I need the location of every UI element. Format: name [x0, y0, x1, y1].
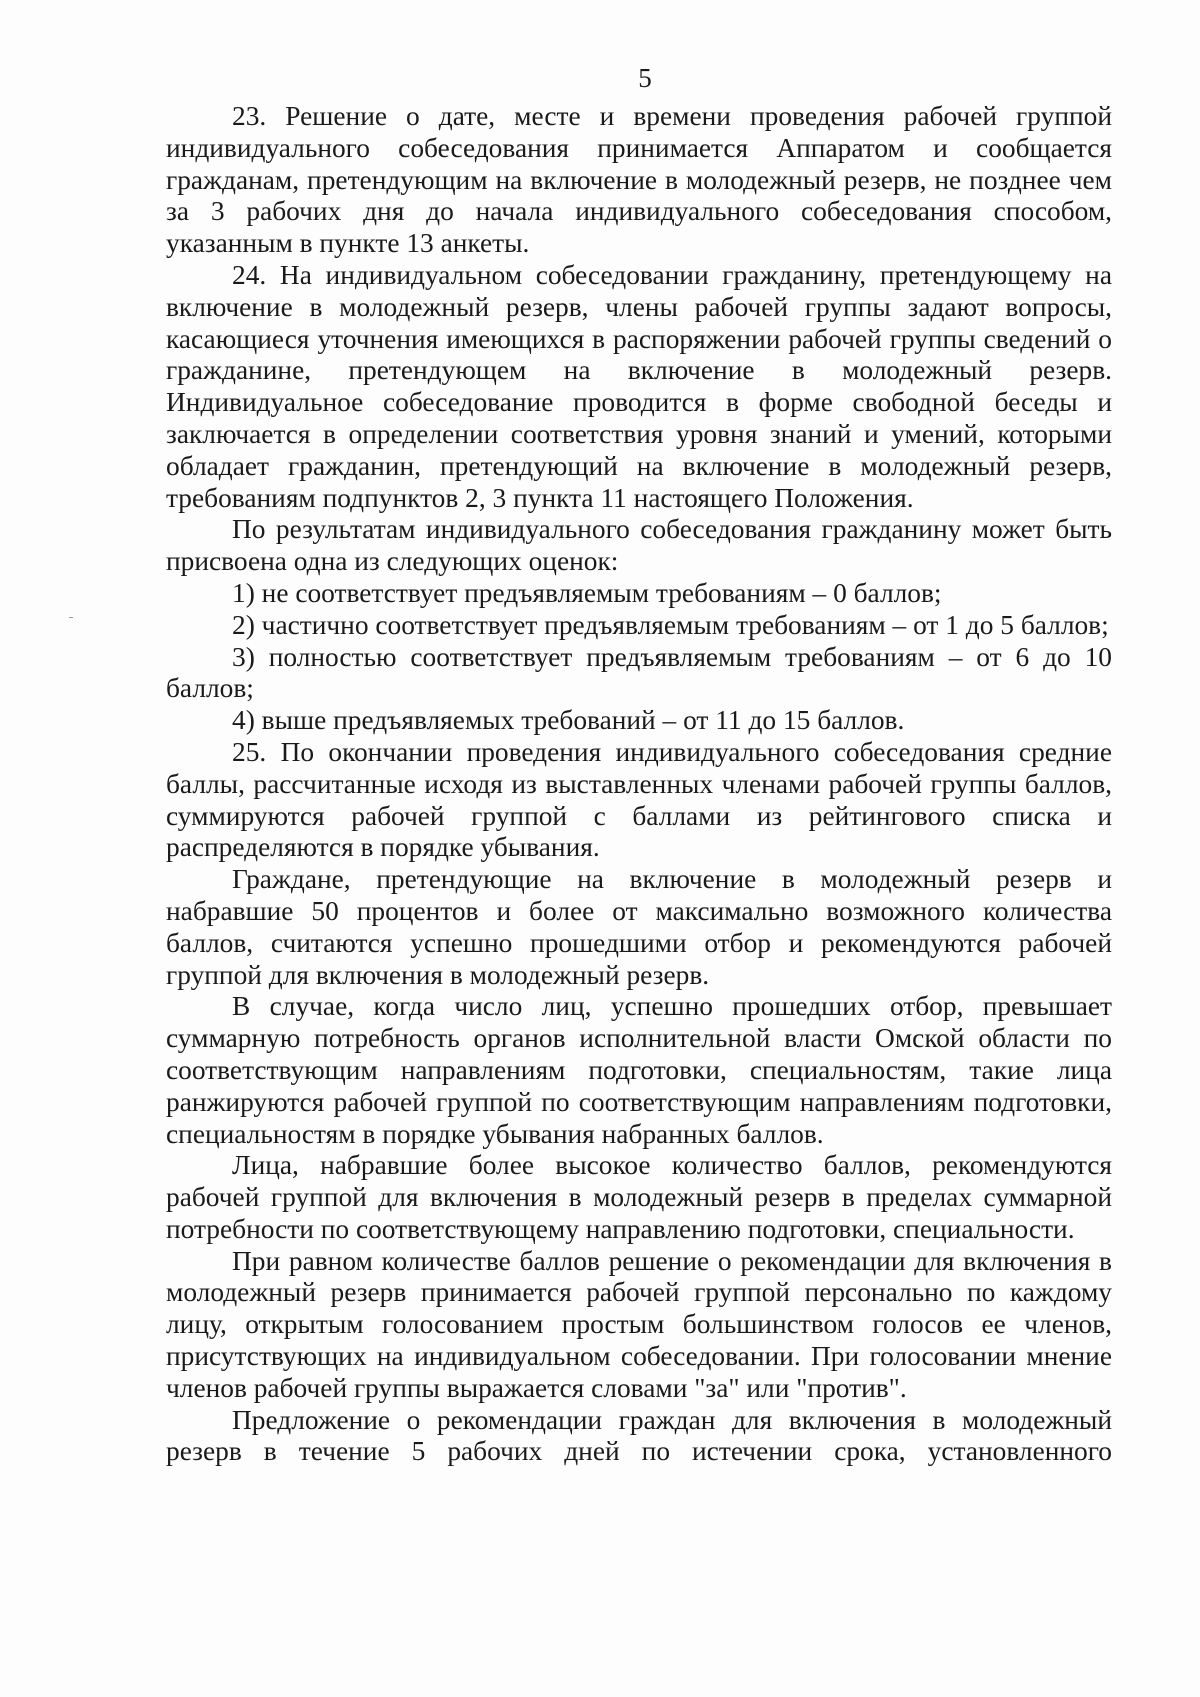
paragraph-23-decision-interview-date: 23. Решение о дате, месте и времени проведения рабочей группой индивидуального собеседования принимается Аппаратом и сообщается гражданам, претендующим на включение в молодежный резерв, не позднее чем за 3 рабочих дня до начала индивидуального собеседования способом, указанным в пункте 13 анкеты. [166, 101, 1112, 259]
paragraph-successful-candidates: Граждане, претендующие на включение в молодежный резерв и набравшие 50 процентов и более от максимально возможного количества баллов, считаются успешно прошедшими отбор и рекомендуются рабочей группой для включения в молодежный резерв. [166, 864, 1112, 990]
document-body [166, 101, 1112, 1468]
assessment-option-1: 1) не соответствует предъявляемым требованиям – 0 баллов; [232, 577, 942, 608]
page-number: 5 [638, 63, 652, 93]
paragraph-25-scores-summation: 25. По окончании проведения индивидуального собеседования средние баллы, рассчитанные исходя из выставленных членами рабочей группы баллов, суммируются рабочей группой с баллами из рейтингового списка и распределяются в порядке убывания. [166, 736, 1112, 863]
paragraph-higher-scores: Лица, набравшие более высокое количество баллов, рекомендуются рабочей группой для включения в молодежный резерв в пределах суммарной потребности по соответствующему направлению подготовки, специальности. [166, 1150, 1112, 1244]
assessment-option-4: 4) выше предъявляемых требований – от 11 до 15 баллов. [232, 705, 905, 736]
assessment-option-2: 2) частично соответствует предъявляемым требованиям – от 1 до 5 баллов; [232, 609, 1109, 640]
paragraph-equal-scores-voting: При равном количестве баллов решение о рекомендации для включения в молодежный резерв принимается рабочей группой персонально по каждому лицу, открытым голосованием простым большинством голосов ее членов, присутствующих на индивидуальном собеседовании. При голосовании мнение членов рабочей группы выражается словами "за" или "против". [166, 1245, 1112, 1403]
paragraph-assessment-intro: По результатам индивидуального собеседования гражданину может быть присвоена одна из следующих оценок: [166, 514, 1112, 577]
paragraph-ranking: В случае, когда число лиц, успешно прошедших отбор, превышает суммарную потребность органов исполнительной власти Омской области по соответствующим направлениям подготовки, специальностям, такие лица ранжируются рабочей группой по соответствующим направлениям подготовки, специальностям в порядке убывания набранных баллов. [166, 991, 1112, 1149]
paragraph-24-interview-questions: 24. На индивидуальном собеседовании гражданину, претендующему на включение в молодежный резерв, члены рабочей группы задают вопросы, касающиеся уточнения имеющихся в распоряжении рабочей группы сведений о гражданине, претендующем на включение в молодежный резерв. Индивидуальное собеседование проводится в форме свободной беседы и заключается в определении соответствия уровня знаний и умений, которыми обладает гражданин, претендующий на включение в молодежный резерв, требованиям подпунктов 2, 3 пункта 11 настоящего Положения. [166, 259, 1112, 513]
assessment-option-3: 3) полностью соответствует предъявляемым требованиям – от 6 до 10 баллов; [166, 641, 1112, 704]
scan-artifact [69, 617, 73, 618]
paragraph-recommendation-proposal: Предложение о рекомендации граждан для включения в молодежный резерв в течение 5 рабочих дней по истечении срока, установленного [166, 1404, 1112, 1467]
